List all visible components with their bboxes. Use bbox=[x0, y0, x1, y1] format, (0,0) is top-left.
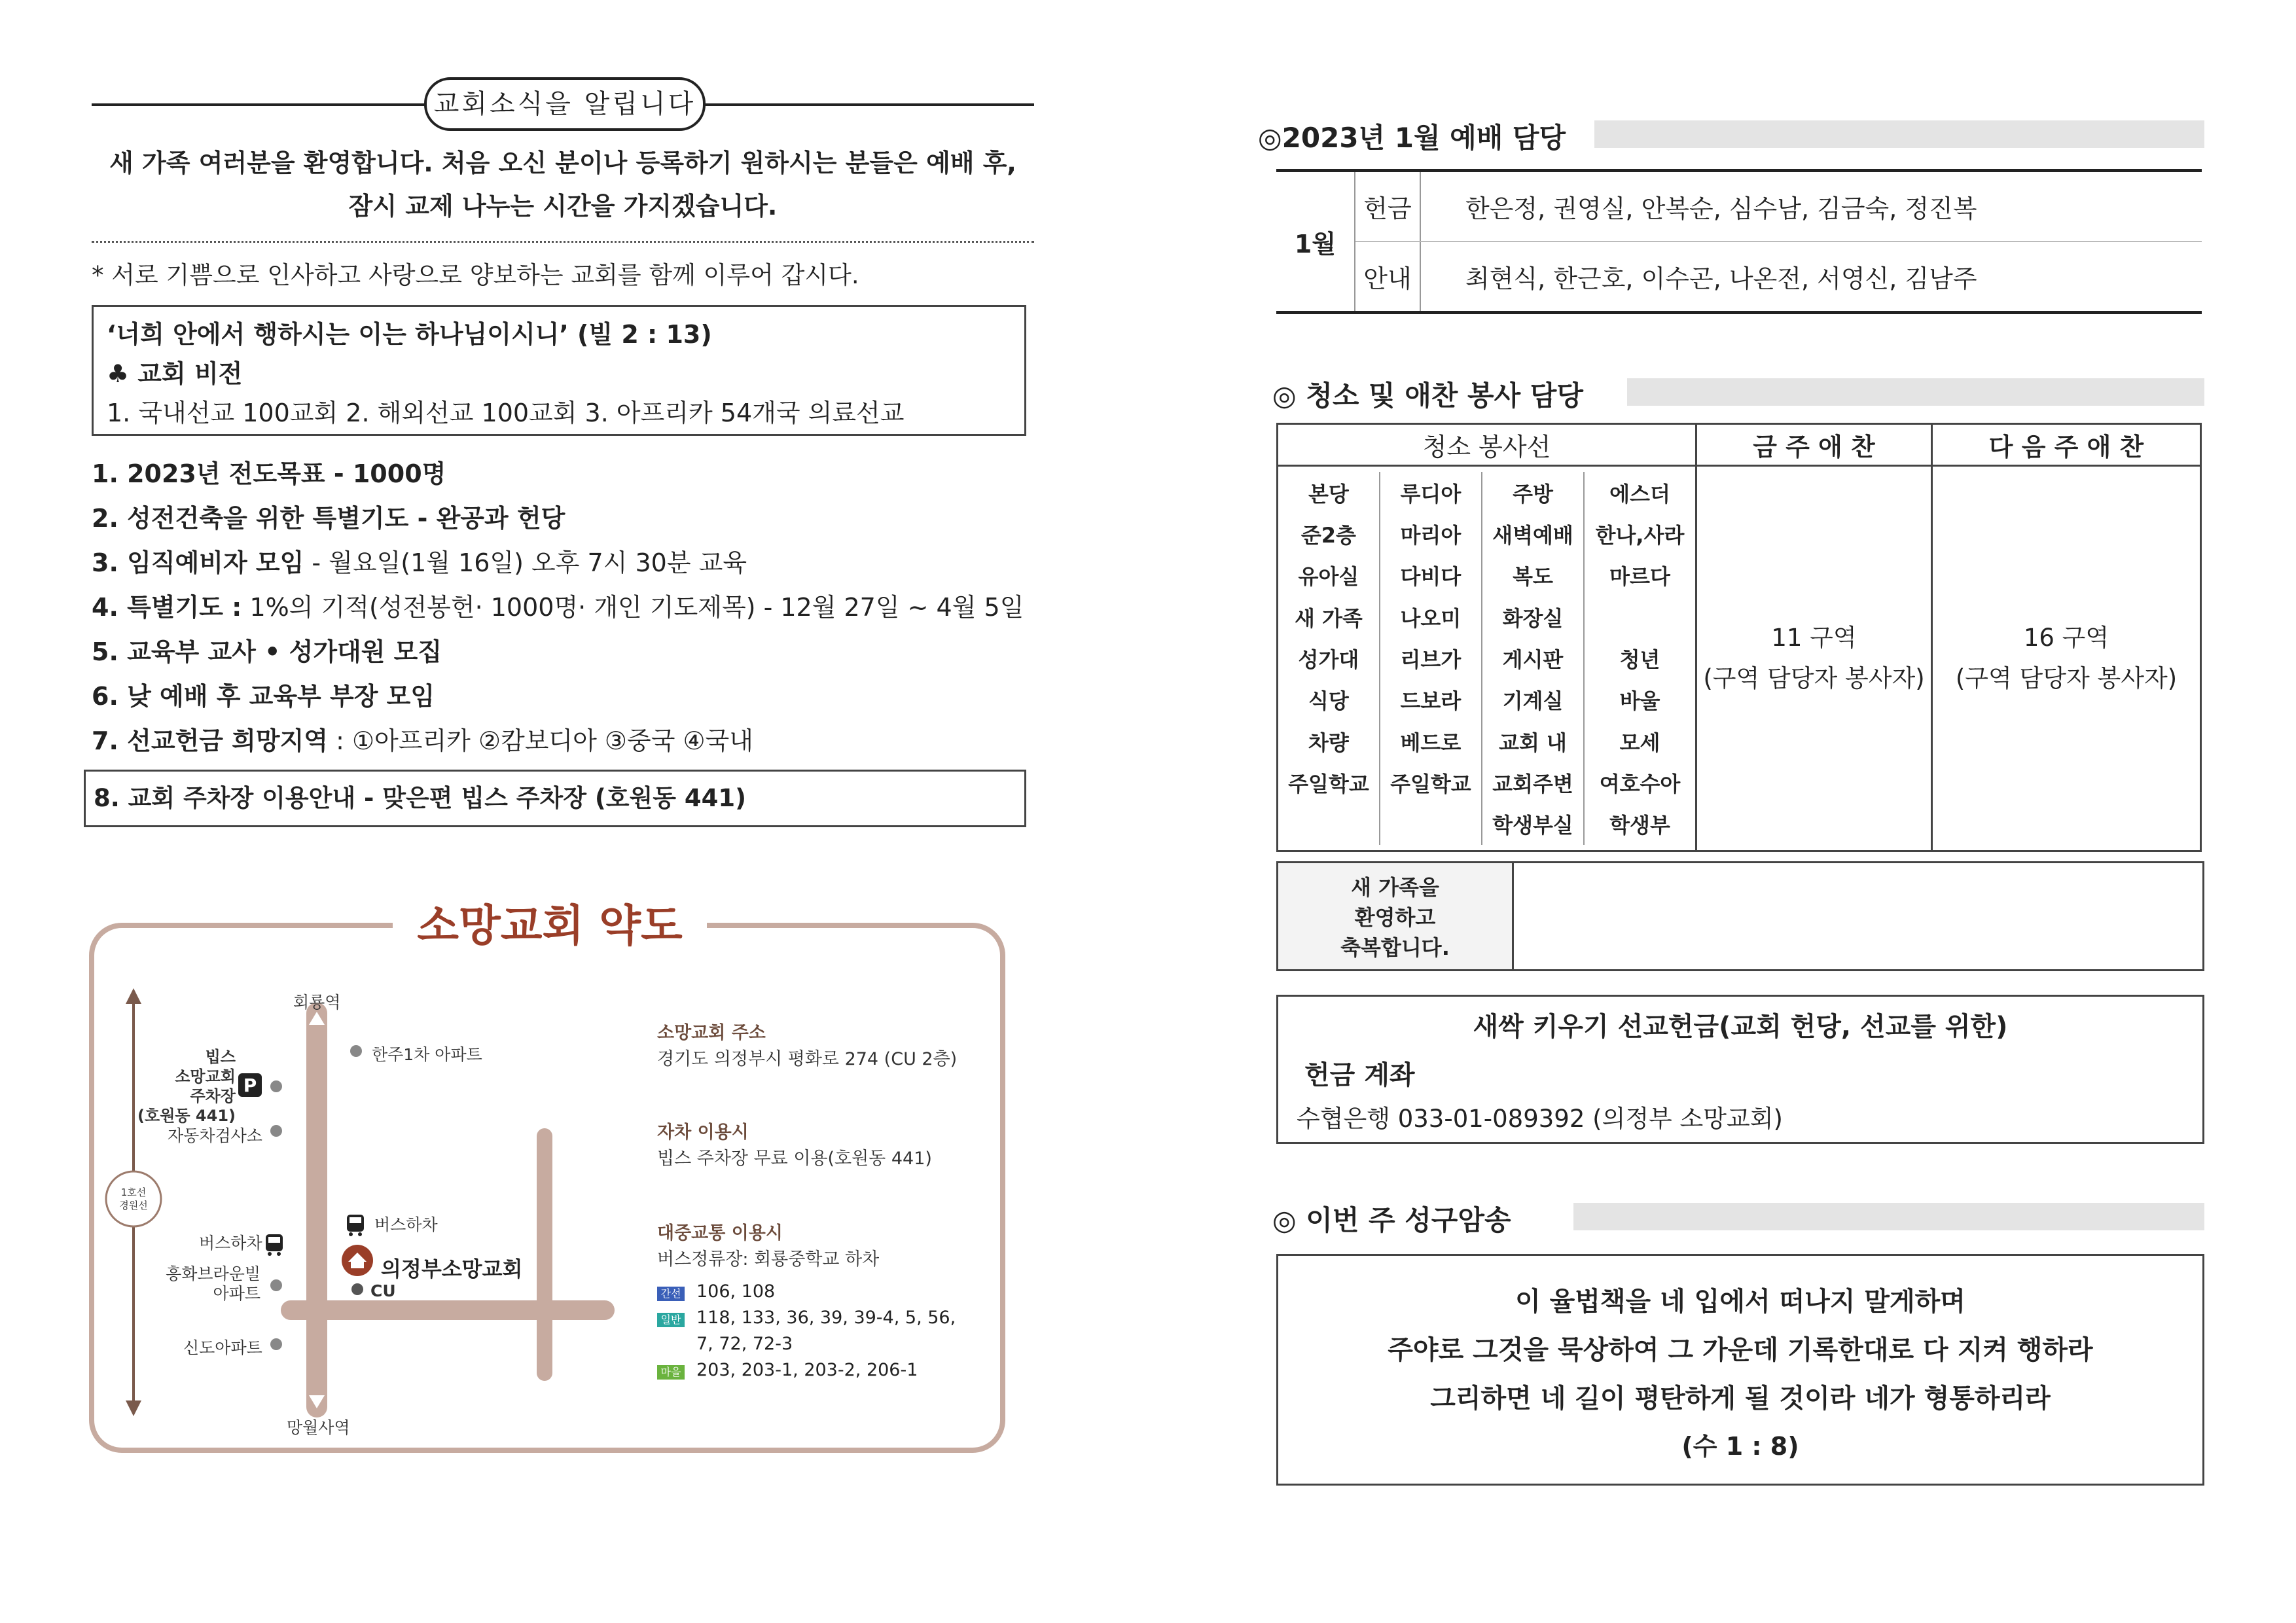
worship-role: 안내 bbox=[1355, 241, 1420, 313]
bus-route-row: 일반 118, 133, 36, 39, 39-4, 5, 56, bbox=[657, 1308, 971, 1334]
car-inspect-label: 자동차검사소 bbox=[168, 1126, 262, 1145]
cleaning-assignment: 준2층 bbox=[1278, 513, 1380, 554]
worship-names: 최현식, 한근호, 이수곤, 나온전, 서영신, 김남주 bbox=[1465, 264, 1977, 293]
bus-route-row: 마을 203, 203-1, 203-2, 206-1 bbox=[657, 1360, 971, 1386]
cleaning-assignment: 유아실 bbox=[1278, 555, 1380, 596]
cleaning-assignment: 식당 bbox=[1278, 679, 1380, 721]
cleaning-assignment: 기계실 bbox=[1482, 679, 1584, 721]
cleaning-table bbox=[1276, 423, 2202, 852]
offering-box bbox=[1276, 995, 2204, 1144]
cu-label: CU bbox=[370, 1281, 396, 1300]
parking-symbol: P bbox=[243, 1075, 257, 1096]
worship-month: 1월 bbox=[1276, 171, 1355, 313]
address-title: 소망교회 주소 bbox=[657, 1023, 766, 1043]
bus-icon-right bbox=[347, 1215, 364, 1236]
cleaning-grid-row bbox=[1278, 472, 1695, 513]
arrow-up-icon bbox=[126, 988, 141, 1004]
next-week-zone: 16 구역 bbox=[2023, 624, 2109, 652]
verse-text: ‘너희 안에서 행하시는 이는 하나님이시니’ (빌 2 : 13) bbox=[107, 320, 712, 349]
cleaning-assignment: 리브가 bbox=[1380, 637, 1482, 679]
bus-routes bbox=[657, 1281, 971, 1386]
bus-icon-left bbox=[266, 1234, 283, 1256]
cleaning-grid-cell bbox=[1278, 466, 1696, 851]
cleaning-assignment: 교회 내 bbox=[1482, 721, 1584, 762]
cleaning-grid-row bbox=[1278, 596, 1695, 637]
new-family-box bbox=[1276, 861, 2204, 971]
cleaning-assignment: 새벽예배 bbox=[1482, 513, 1584, 554]
south-station: 망월사역 bbox=[287, 1418, 350, 1437]
worship-role: 헌금 bbox=[1355, 171, 1420, 242]
cleaning-assignment bbox=[1380, 804, 1482, 845]
cu-dot bbox=[351, 1283, 363, 1295]
news-item: 7. 선교헌금 희망지역 : ①아프리카 ②캄보디아 ③중국 ④국내 bbox=[92, 726, 753, 755]
cleaning-grid-row bbox=[1278, 804, 1695, 845]
cleaning-grid-row bbox=[1278, 513, 1695, 554]
cleaning-assignment: 차량 bbox=[1278, 721, 1380, 762]
welcome-line-2: 잠시 교제 나누는 시간을 가지겠습니다. bbox=[348, 192, 778, 221]
route-badge: 일반 bbox=[657, 1313, 685, 1327]
worship-names: 한은정, 권영실, 안복순, 심수남, 김금숙, 정진복 bbox=[1420, 171, 2202, 242]
next-week-note: (구역 담당자 봉사자) bbox=[1955, 664, 2178, 692]
cleaning-assignment: 모세 bbox=[1619, 730, 1660, 755]
cleaning-grid-row bbox=[1278, 721, 1695, 762]
arrow-down-icon bbox=[126, 1400, 141, 1416]
cleaning-grid-row bbox=[1278, 637, 1695, 679]
cleaning-assignment: 교회주변 bbox=[1482, 762, 1584, 803]
this-week-cell bbox=[1696, 466, 1932, 851]
shindo-dot bbox=[270, 1338, 282, 1350]
news-header-title: 교회소식을 알립니다 bbox=[424, 77, 706, 131]
cleaning-assignment: 루디아 bbox=[1380, 472, 1482, 513]
bus-text: 버스정류장: 회룡중학교 하차 bbox=[657, 1249, 880, 1270]
cleaning-heading: ◎ 청소 및 애찬 봉사 담당 bbox=[1272, 380, 1583, 412]
cleaning-assignment: 드보라 bbox=[1380, 679, 1482, 721]
heading-bar bbox=[1573, 1203, 2204, 1230]
account-number: 수협은행 033-01-089392 (의정부 소망교회) bbox=[1297, 1105, 1783, 1133]
cleaning-assignment: 바울 bbox=[1619, 688, 1660, 714]
dotted-divider bbox=[92, 241, 1034, 243]
this-week-zone: 11 구역 bbox=[1771, 624, 1857, 652]
cleaning-assignment: 본당 bbox=[1278, 472, 1380, 513]
hanju-dot bbox=[350, 1045, 362, 1057]
cleaning-grid-row bbox=[1278, 762, 1695, 803]
cleaning-assignment: 마르다 bbox=[1609, 564, 1670, 590]
cleaning-assignment: 학생부실 bbox=[1482, 804, 1584, 845]
news-item: 1. 2023년 전도목표 - 1000명 bbox=[92, 459, 446, 488]
bus-route-row: 7, 72, 72-3 bbox=[696, 1334, 793, 1354]
new-family-label: 새 가족을 환영하고 축복합니다. bbox=[1278, 863, 1514, 969]
account-label: 헌금 계좌 bbox=[1304, 1060, 1415, 1090]
news-list bbox=[92, 452, 1034, 763]
cleaning-assignment: 주일학교 bbox=[1380, 762, 1482, 803]
bus-stop-left: 버스하차 bbox=[199, 1234, 262, 1253]
heading-bar bbox=[1594, 120, 2204, 148]
vision-box bbox=[92, 305, 1026, 436]
offering-title: 새싹 키우기 선교헌금(교회 헌당, 선교를 위한) bbox=[1473, 1012, 2008, 1042]
map-title: 소망교회 약도 bbox=[393, 893, 707, 959]
hanju-apt: 한주1차 아파트 bbox=[372, 1045, 482, 1064]
memory-line-1: 이 율법책을 네 입에서 떠나지 말게하며 bbox=[1515, 1287, 1965, 1317]
col-cleaning: 청소 봉사선 bbox=[1278, 424, 1696, 466]
route-badge: 마을 bbox=[657, 1365, 685, 1380]
cleaning-assignment: 마리아 bbox=[1380, 513, 1482, 554]
memory-verse-box bbox=[1276, 1254, 2204, 1486]
this-week-note: (구역 담당자 봉사자) bbox=[1703, 664, 1925, 692]
car-title: 자차 이용시 bbox=[657, 1122, 749, 1143]
cleaning-assignment: 새 가족 bbox=[1278, 596, 1380, 637]
cleaning-assignment: 학생부 bbox=[1609, 813, 1670, 838]
shindo-apt: 신도아파트 bbox=[183, 1338, 262, 1357]
news-item: 3. 임직예비자 모임 - 월요일(1월 16일) 오후 7시 30분 교육 bbox=[92, 548, 747, 577]
cleaning-grid-row bbox=[1278, 679, 1695, 721]
car-inspect-dot bbox=[270, 1125, 282, 1137]
cleaning-assignment: 주방 bbox=[1482, 472, 1584, 513]
welcome-line-1: 새 가족 여러분을 환영합니다. 처음 오신 분이나 등록하기 원하시는 분들은 예배 후, bbox=[109, 149, 1016, 177]
cleaning-assignment: 에스더 bbox=[1609, 481, 1670, 507]
vips-label: 빕스 소망교회 주차장 (호원동 441) bbox=[137, 1048, 236, 1125]
worship-heading: ◎2023년 1월 예배 담당 bbox=[1258, 122, 1566, 154]
cleaning-assignment: 한나,사라 bbox=[1595, 522, 1685, 548]
cleaning-assignment: 화장실 bbox=[1482, 596, 1584, 637]
brownville-apt: 흥화브라운빌 아파트 bbox=[166, 1264, 260, 1303]
cleaning-grid bbox=[1278, 472, 1695, 845]
memory-line-2: 주야로 그것을 묵상하여 그 가운데 기록한대로 다 지켜 행하라 bbox=[1388, 1335, 2093, 1365]
bus-stop-right: 버스하차 bbox=[374, 1215, 438, 1234]
memory-line-3: 그리하면 네 길이 평탄하게 될 것이라 네가 형통하리라 bbox=[1430, 1383, 2051, 1414]
next-week-cell bbox=[1932, 466, 2201, 851]
cleaning-assignment: 복도 bbox=[1482, 555, 1584, 596]
bus-title: 대중교통 이용시 bbox=[657, 1223, 783, 1243]
heading-bar bbox=[1627, 378, 2204, 406]
cleaning-assignment: 나오미 bbox=[1380, 596, 1482, 637]
col-this-week: 금 주 애 찬 bbox=[1696, 424, 1932, 466]
cleaning-grid-row bbox=[1278, 555, 1695, 596]
cleaning-assignment: 여호수아 bbox=[1599, 771, 1681, 796]
memory-reference: (수 1 : 8) bbox=[1681, 1432, 1799, 1461]
vips-dot bbox=[270, 1080, 282, 1092]
cleaning-assignment: 다비다 bbox=[1380, 555, 1482, 596]
cleaning-assignment: 청년 bbox=[1619, 647, 1660, 672]
north-station: 회룡역 bbox=[293, 993, 341, 1012]
cleaning-assignment: 게시판 bbox=[1482, 637, 1584, 679]
memory-heading: ◎ 이번 주 성구암송 bbox=[1272, 1204, 1511, 1236]
vision-title: ♣ 교회 비전 bbox=[107, 359, 243, 388]
news-item: 4. 특별기도 : 1%의 기적(성전봉헌· 1000명· 개인 기도제목) - 12월 27일 ~ 4월 5일 bbox=[92, 593, 1024, 622]
news-item: 6. 낮 예배 후 교육부 부장 모임 bbox=[92, 682, 435, 711]
cleaning-assignment bbox=[1278, 804, 1380, 845]
vision-text: 1. 국내선교 100교회 2. 해외선교 100교회 3. 아프리카 54개국 의료선교 bbox=[107, 399, 905, 427]
col-next-week: 다 음 주 애 찬 bbox=[1932, 424, 2201, 466]
parking-notice: 8. 교회 주차장 이용안내 - 맞은편 빕스 주차장 (호원동 441) bbox=[84, 770, 1026, 827]
church-name: 의정부소망교회 bbox=[381, 1257, 523, 1281]
address-text: 경기도 의정부시 평화로 274 (CU 2층) bbox=[657, 1049, 958, 1069]
car-text: 빕스 주차장 무료 이용(호원동 441) bbox=[657, 1149, 932, 1169]
route-badge: 간선 bbox=[657, 1287, 685, 1301]
line-badge: 1호선 경원선 bbox=[119, 1186, 148, 1211]
news-item: 2. 성전건축을 위한 특별기도 - 완공과 헌당 bbox=[92, 504, 565, 533]
news-item: 5. 교육부 교사 • 성가대원 모집 bbox=[92, 637, 442, 666]
fellowship-note: * 서로 기쁨으로 인사하고 사랑으로 양보하는 교회를 함께 이루어 갑시다. bbox=[92, 261, 859, 289]
worship-table bbox=[1276, 169, 2202, 314]
cleaning-assignment: 주일학교 bbox=[1278, 762, 1380, 803]
apt-dot bbox=[270, 1279, 282, 1291]
cleaning-assignment: 성가대 bbox=[1278, 637, 1380, 679]
bus-route-row: 간선 106, 108 bbox=[657, 1281, 971, 1308]
cleaning-assignment: 베드로 bbox=[1380, 721, 1482, 762]
cleaning-assignment bbox=[1584, 596, 1695, 637]
